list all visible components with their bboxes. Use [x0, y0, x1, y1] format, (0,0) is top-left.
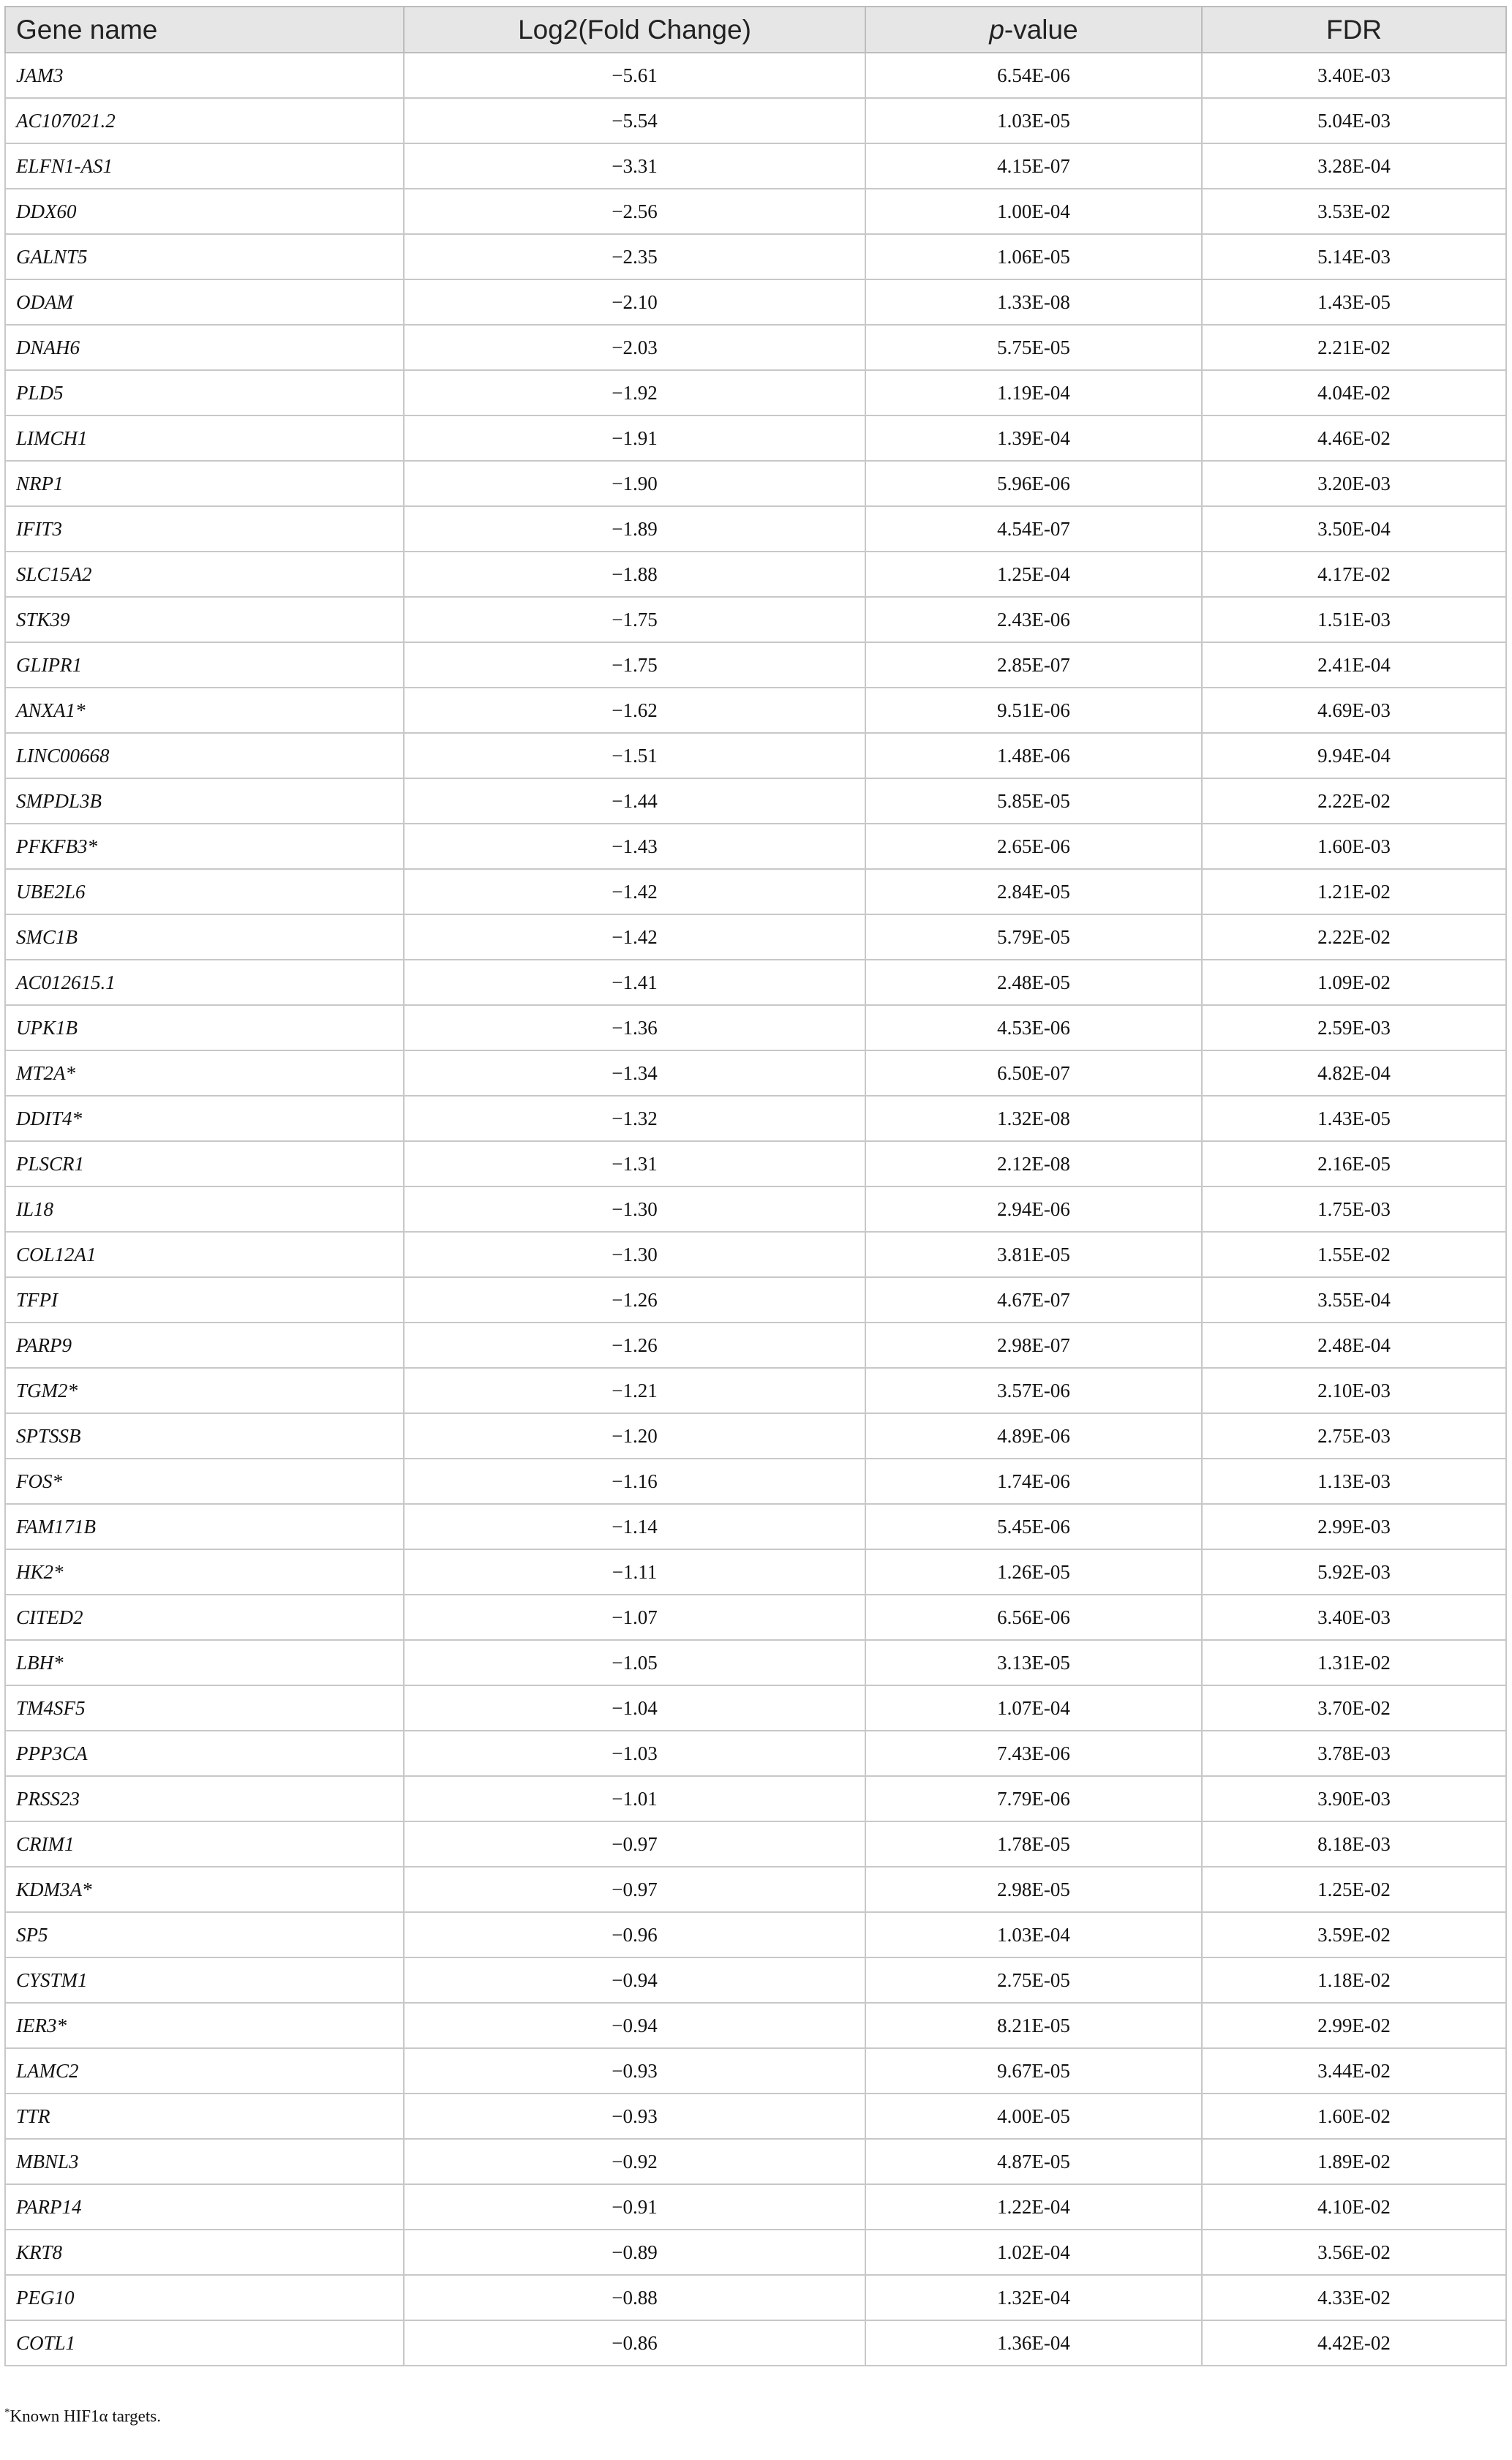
- table-row: [5, 914, 1506, 960]
- log2fc-cell: −5.61: [404, 53, 865, 98]
- fdr-cell: 5.04E-03: [1202, 98, 1506, 143]
- log2fc-cell: −1.51: [404, 733, 865, 778]
- table-row: [5, 733, 1506, 778]
- pvalue-cell: 5.79E-05: [865, 914, 1202, 960]
- pvalue-cell: 5.85E-05: [865, 778, 1202, 824]
- table-row: [5, 2184, 1506, 2230]
- pvalue-cell: 2.98E-07: [865, 1323, 1202, 1368]
- table-row: [5, 53, 1506, 98]
- fdr-cell: 5.92E-03: [1202, 1549, 1506, 1595]
- gene-name-cell: TFPI: [5, 1277, 404, 1323]
- fdr-cell: 4.33E-02: [1202, 2275, 1506, 2320]
- pvalue-cell: 1.06E-05: [865, 234, 1202, 279]
- pvalue-cell: 1.32E-04: [865, 2275, 1202, 2320]
- gene-name-cell: PARP14: [5, 2184, 404, 2230]
- gene-name-cell: LINC00668: [5, 733, 404, 778]
- pvalue-cell: 5.75E-05: [865, 325, 1202, 370]
- table-row: [5, 1731, 1506, 1776]
- log2fc-cell: −1.26: [404, 1277, 865, 1323]
- gene-name-cell: TTR: [5, 2094, 404, 2139]
- log2fc-cell: −2.10: [404, 279, 865, 325]
- table-row: [5, 98, 1506, 143]
- pvalue-cell: 1.03E-05: [865, 98, 1202, 143]
- table-row: [5, 688, 1506, 733]
- gene-name-cell: ANXA1*: [5, 688, 404, 733]
- table-row: [5, 2003, 1506, 2048]
- fdr-cell: 2.21E-02: [1202, 325, 1506, 370]
- fdr-cell: 2.99E-02: [1202, 2003, 1506, 2048]
- fdr-cell: 2.75E-03: [1202, 1413, 1506, 1459]
- table-row: [5, 1640, 1506, 1685]
- log2fc-cell: −1.16: [404, 1459, 865, 1504]
- fdr-cell: 2.41E-04: [1202, 642, 1506, 688]
- pvalue-cell: 1.00E-04: [865, 189, 1202, 234]
- pvalue-cell: 2.65E-06: [865, 824, 1202, 869]
- table-row: [5, 1050, 1506, 1096]
- log2fc-cell: −1.41: [404, 960, 865, 1005]
- gene-name-cell: FOS*: [5, 1459, 404, 1504]
- pvalue-cell: 9.67E-05: [865, 2048, 1202, 2094]
- gene-name-cell: DDIT4*: [5, 1096, 404, 1141]
- gene-name-cell: LAMC2: [5, 2048, 404, 2094]
- header-row: [5, 7, 1506, 53]
- gene-name-cell: SPTSSB: [5, 1413, 404, 1459]
- log2fc-cell: −1.03: [404, 1731, 865, 1776]
- pvalue-cell: 4.54E-07: [865, 506, 1202, 552]
- table-row: [5, 1413, 1506, 1459]
- header-gene-name: Gene name: [5, 7, 404, 53]
- table-row: [5, 1867, 1506, 1912]
- pvalue-cell: 6.50E-07: [865, 1050, 1202, 1096]
- header-p-value-rest: -value: [1004, 14, 1078, 45]
- log2fc-cell: −1.04: [404, 1685, 865, 1731]
- pvalue-cell: 1.02E-04: [865, 2230, 1202, 2275]
- pvalue-cell: 4.67E-07: [865, 1277, 1202, 1323]
- gene-name-cell: UBE2L6: [5, 869, 404, 914]
- log2fc-cell: −1.21: [404, 1368, 865, 1413]
- table-row: [5, 1957, 1506, 2003]
- gene-name-cell: JAM3: [5, 53, 404, 98]
- table-row: [5, 461, 1506, 506]
- pvalue-cell: 4.87E-05: [865, 2139, 1202, 2184]
- log2fc-cell: −1.32: [404, 1096, 865, 1141]
- log2fc-cell: −0.89: [404, 2230, 865, 2275]
- pvalue-cell: 1.07E-04: [865, 1685, 1202, 1731]
- table-row: [5, 1186, 1506, 1232]
- header-p-value-italic: p: [989, 14, 1004, 45]
- pvalue-cell: 4.00E-05: [865, 2094, 1202, 2139]
- log2fc-cell: −1.34: [404, 1050, 865, 1096]
- footnote-text: Known HIF1α targets.: [10, 2407, 161, 2426]
- log2fc-cell: −0.97: [404, 1867, 865, 1912]
- table-row: [5, 1821, 1506, 1867]
- log2fc-cell: −0.92: [404, 2139, 865, 2184]
- log2fc-cell: −1.90: [404, 461, 865, 506]
- gene-name-cell: ODAM: [5, 279, 404, 325]
- table-row: [5, 2094, 1506, 2139]
- gene-name-cell: GALNT5: [5, 234, 404, 279]
- table-row: [5, 1277, 1506, 1323]
- fdr-cell: 2.22E-02: [1202, 778, 1506, 824]
- fdr-cell: 1.60E-02: [1202, 2094, 1506, 2139]
- fdr-cell: 2.10E-03: [1202, 1368, 1506, 1413]
- results-table-container: [4, 6, 1505, 2366]
- gene-name-cell: MBNL3: [5, 2139, 404, 2184]
- gene-name-cell: DNAH6: [5, 325, 404, 370]
- pvalue-cell: 1.74E-06: [865, 1459, 1202, 1504]
- table-row: [5, 1141, 1506, 1186]
- table-row: [5, 869, 1506, 914]
- pvalue-cell: 4.89E-06: [865, 1413, 1202, 1459]
- fdr-cell: 3.70E-02: [1202, 1685, 1506, 1731]
- fdr-cell: 3.44E-02: [1202, 2048, 1506, 2094]
- log2fc-cell: −0.96: [404, 1912, 865, 1957]
- pvalue-cell: 3.57E-06: [865, 1368, 1202, 1413]
- log2fc-cell: −3.31: [404, 143, 865, 189]
- pvalue-cell: 1.03E-04: [865, 1912, 1202, 1957]
- table-row: [5, 1685, 1506, 1731]
- table-row: [5, 415, 1506, 461]
- log2fc-cell: −1.36: [404, 1005, 865, 1050]
- fdr-cell: 1.43E-05: [1202, 1096, 1506, 1141]
- log2fc-cell: −1.07: [404, 1595, 865, 1640]
- fdr-cell: 4.17E-02: [1202, 552, 1506, 597]
- table-row: [5, 2139, 1506, 2184]
- fdr-cell: 4.04E-02: [1202, 370, 1506, 415]
- pvalue-cell: 1.19E-04: [865, 370, 1202, 415]
- log2fc-cell: −1.89: [404, 506, 865, 552]
- footnote: [4, 2407, 161, 2426]
- header-p-value: [865, 7, 1202, 53]
- fdr-cell: 3.28E-04: [1202, 143, 1506, 189]
- gene-name-cell: STK39: [5, 597, 404, 642]
- fdr-cell: 4.69E-03: [1202, 688, 1506, 733]
- table-row: [5, 552, 1506, 597]
- gene-name-cell: UPK1B: [5, 1005, 404, 1050]
- gene-name-cell: COL12A1: [5, 1232, 404, 1277]
- table-row: [5, 189, 1506, 234]
- gene-name-cell: LBH*: [5, 1640, 404, 1685]
- table-row: [5, 1096, 1506, 1141]
- gene-name-cell: PLD5: [5, 370, 404, 415]
- fdr-cell: 2.99E-03: [1202, 1504, 1506, 1549]
- gene-name-cell: MT2A*: [5, 1050, 404, 1096]
- log2fc-cell: −0.86: [404, 2320, 865, 2366]
- pvalue-cell: 2.98E-05: [865, 1867, 1202, 1912]
- fdr-cell: 1.21E-02: [1202, 869, 1506, 914]
- gene-name-cell: PRSS23: [5, 1776, 404, 1821]
- log2fc-cell: −0.88: [404, 2275, 865, 2320]
- pvalue-cell: 5.45E-06: [865, 1504, 1202, 1549]
- gene-name-cell: SLC15A2: [5, 552, 404, 597]
- table-row: [5, 1595, 1506, 1640]
- fdr-cell: 2.48E-04: [1202, 1323, 1506, 1368]
- pvalue-cell: 2.12E-08: [865, 1141, 1202, 1186]
- log2fc-cell: −1.88: [404, 552, 865, 597]
- table-row: [5, 1459, 1506, 1504]
- fdr-cell: 3.90E-03: [1202, 1776, 1506, 1821]
- fdr-cell: 1.51E-03: [1202, 597, 1506, 642]
- log2fc-cell: −0.93: [404, 2048, 865, 2094]
- fdr-cell: 1.89E-02: [1202, 2139, 1506, 2184]
- table-row: [5, 597, 1506, 642]
- table-row: [5, 960, 1506, 1005]
- fdr-cell: 4.42E-02: [1202, 2320, 1506, 2366]
- fdr-cell: 3.78E-03: [1202, 1731, 1506, 1776]
- log2fc-cell: −1.43: [404, 824, 865, 869]
- table-row: [5, 642, 1506, 688]
- log2fc-cell: −1.75: [404, 642, 865, 688]
- pvalue-cell: 2.75E-05: [865, 1957, 1202, 2003]
- gene-name-cell: TM4SF5: [5, 1685, 404, 1731]
- fdr-cell: 4.10E-02: [1202, 2184, 1506, 2230]
- log2fc-cell: −2.56: [404, 189, 865, 234]
- pvalue-cell: 3.81E-05: [865, 1232, 1202, 1277]
- fdr-cell: 3.40E-03: [1202, 53, 1506, 98]
- pvalue-cell: 1.32E-08: [865, 1096, 1202, 1141]
- fdr-cell: 1.31E-02: [1202, 1640, 1506, 1685]
- gene-name-cell: AC107021.2: [5, 98, 404, 143]
- log2fc-cell: −1.44: [404, 778, 865, 824]
- header-fdr: FDR: [1202, 7, 1506, 53]
- table-row: [5, 1005, 1506, 1050]
- gene-name-cell: LIMCH1: [5, 415, 404, 461]
- table-row: [5, 1912, 1506, 1957]
- log2fc-cell: −0.94: [404, 2003, 865, 2048]
- footnote-marker: *: [4, 2407, 10, 2418]
- table-row: [5, 2048, 1506, 2094]
- fdr-cell: 1.13E-03: [1202, 1459, 1506, 1504]
- pvalue-cell: 1.22E-04: [865, 2184, 1202, 2230]
- fdr-cell: 9.94E-04: [1202, 733, 1506, 778]
- pvalue-cell: 1.25E-04: [865, 552, 1202, 597]
- fdr-cell: 4.46E-02: [1202, 415, 1506, 461]
- fdr-cell: 5.14E-03: [1202, 234, 1506, 279]
- gene-name-cell: GLIPR1: [5, 642, 404, 688]
- log2fc-cell: −1.11: [404, 1549, 865, 1595]
- gene-name-cell: HK2*: [5, 1549, 404, 1595]
- table-row: [5, 325, 1506, 370]
- table-row: [5, 143, 1506, 189]
- fdr-cell: 2.16E-05: [1202, 1141, 1506, 1186]
- gene-name-cell: CRIM1: [5, 1821, 404, 1867]
- table-row: [5, 778, 1506, 824]
- gene-name-cell: COTL1: [5, 2320, 404, 2366]
- pvalue-cell: 1.78E-05: [865, 1821, 1202, 1867]
- pvalue-cell: 2.43E-06: [865, 597, 1202, 642]
- gene-name-cell: TGM2*: [5, 1368, 404, 1413]
- log2fc-cell: −1.26: [404, 1323, 865, 1368]
- table-row: [5, 506, 1506, 552]
- log2fc-cell: −1.20: [404, 1413, 865, 1459]
- gene-name-cell: PARP9: [5, 1323, 404, 1368]
- pvalue-cell: 2.85E-07: [865, 642, 1202, 688]
- log2fc-cell: −1.31: [404, 1141, 865, 1186]
- table-row: [5, 2320, 1506, 2366]
- log2fc-cell: −0.97: [404, 1821, 865, 1867]
- pvalue-cell: 8.21E-05: [865, 2003, 1202, 2048]
- pvalue-cell: 2.48E-05: [865, 960, 1202, 1005]
- gene-name-cell: FAM171B: [5, 1504, 404, 1549]
- gene-name-cell: PPP3CA: [5, 1731, 404, 1776]
- table-row: [5, 2230, 1506, 2275]
- gene-name-cell: CYSTM1: [5, 1957, 404, 2003]
- table-row: [5, 1323, 1506, 1368]
- pvalue-cell: 4.15E-07: [865, 143, 1202, 189]
- fdr-cell: 2.22E-02: [1202, 914, 1506, 960]
- pvalue-cell: 2.84E-05: [865, 869, 1202, 914]
- pvalue-cell: 3.13E-05: [865, 1640, 1202, 1685]
- log2fc-cell: −1.30: [404, 1232, 865, 1277]
- gene-name-cell: KRT8: [5, 2230, 404, 2275]
- table-body: [5, 53, 1506, 2366]
- gene-table: [4, 6, 1507, 2366]
- gene-name-cell: SMPDL3B: [5, 778, 404, 824]
- gene-name-cell: ELFN1-AS1: [5, 143, 404, 189]
- log2fc-cell: −1.14: [404, 1504, 865, 1549]
- pvalue-cell: 9.51E-06: [865, 688, 1202, 733]
- log2fc-cell: −2.03: [404, 325, 865, 370]
- fdr-cell: 1.09E-02: [1202, 960, 1506, 1005]
- log2fc-cell: −1.42: [404, 869, 865, 914]
- fdr-cell: 1.55E-02: [1202, 1232, 1506, 1277]
- table-row: [5, 370, 1506, 415]
- gene-name-cell: PFKFB3*: [5, 824, 404, 869]
- gene-name-cell: PEG10: [5, 2275, 404, 2320]
- pvalue-cell: 5.96E-06: [865, 461, 1202, 506]
- fdr-cell: 1.60E-03: [1202, 824, 1506, 869]
- gene-name-cell: CITED2: [5, 1595, 404, 1640]
- table-header: [5, 7, 1506, 53]
- fdr-cell: 3.50E-04: [1202, 506, 1506, 552]
- table-row: [5, 2275, 1506, 2320]
- fdr-cell: 8.18E-03: [1202, 1821, 1506, 1867]
- gene-name-cell: DDX60: [5, 189, 404, 234]
- log2fc-cell: −0.91: [404, 2184, 865, 2230]
- fdr-cell: 4.82E-04: [1202, 1050, 1506, 1096]
- pvalue-cell: 1.26E-05: [865, 1549, 1202, 1595]
- fdr-cell: 3.53E-02: [1202, 189, 1506, 234]
- fdr-cell: 3.55E-04: [1202, 1277, 1506, 1323]
- log2fc-cell: −2.35: [404, 234, 865, 279]
- log2fc-cell: −1.42: [404, 914, 865, 960]
- log2fc-cell: −1.62: [404, 688, 865, 733]
- pvalue-cell: 2.94E-06: [865, 1186, 1202, 1232]
- gene-name-cell: SP5: [5, 1912, 404, 1957]
- gene-name-cell: SMC1B: [5, 914, 404, 960]
- log2fc-cell: −1.05: [404, 1640, 865, 1685]
- table-row: [5, 279, 1506, 325]
- gene-name-cell: AC012615.1: [5, 960, 404, 1005]
- log2fc-cell: −1.91: [404, 415, 865, 461]
- table-row: [5, 1776, 1506, 1821]
- pvalue-cell: 6.54E-06: [865, 53, 1202, 98]
- fdr-cell: 3.20E-03: [1202, 461, 1506, 506]
- pvalue-cell: 6.56E-06: [865, 1595, 1202, 1640]
- log2fc-cell: −1.92: [404, 370, 865, 415]
- gene-name-cell: PLSCR1: [5, 1141, 404, 1186]
- table-row: [5, 1504, 1506, 1549]
- header-log2-fold-change: Log2(Fold Change): [404, 7, 865, 53]
- fdr-cell: 3.59E-02: [1202, 1912, 1506, 1957]
- fdr-cell: 3.40E-03: [1202, 1595, 1506, 1640]
- table-row: [5, 1232, 1506, 1277]
- gene-name-cell: IL18: [5, 1186, 404, 1232]
- log2fc-cell: −1.01: [404, 1776, 865, 1821]
- gene-name-cell: IFIT3: [5, 506, 404, 552]
- table-row: [5, 1368, 1506, 1413]
- table-row: [5, 824, 1506, 869]
- pvalue-cell: 1.36E-04: [865, 2320, 1202, 2366]
- log2fc-cell: −1.75: [404, 597, 865, 642]
- pvalue-cell: 4.53E-06: [865, 1005, 1202, 1050]
- fdr-cell: 1.43E-05: [1202, 279, 1506, 325]
- pvalue-cell: 7.43E-06: [865, 1731, 1202, 1776]
- gene-name-cell: KDM3A*: [5, 1867, 404, 1912]
- fdr-cell: 1.75E-03: [1202, 1186, 1506, 1232]
- fdr-cell: 2.59E-03: [1202, 1005, 1506, 1050]
- pvalue-cell: 1.39E-04: [865, 415, 1202, 461]
- table-row: [5, 1549, 1506, 1595]
- pvalue-cell: 7.79E-06: [865, 1776, 1202, 1821]
- pvalue-cell: 1.33E-08: [865, 279, 1202, 325]
- gene-name-cell: NRP1: [5, 461, 404, 506]
- fdr-cell: 1.25E-02: [1202, 1867, 1506, 1912]
- table-row: [5, 234, 1506, 279]
- log2fc-cell: −0.94: [404, 1957, 865, 2003]
- fdr-cell: 1.18E-02: [1202, 1957, 1506, 2003]
- log2fc-cell: −0.93: [404, 2094, 865, 2139]
- log2fc-cell: −5.54: [404, 98, 865, 143]
- pvalue-cell: 1.48E-06: [865, 733, 1202, 778]
- log2fc-cell: −1.30: [404, 1186, 865, 1232]
- gene-name-cell: IER3*: [5, 2003, 404, 2048]
- fdr-cell: 3.56E-02: [1202, 2230, 1506, 2275]
